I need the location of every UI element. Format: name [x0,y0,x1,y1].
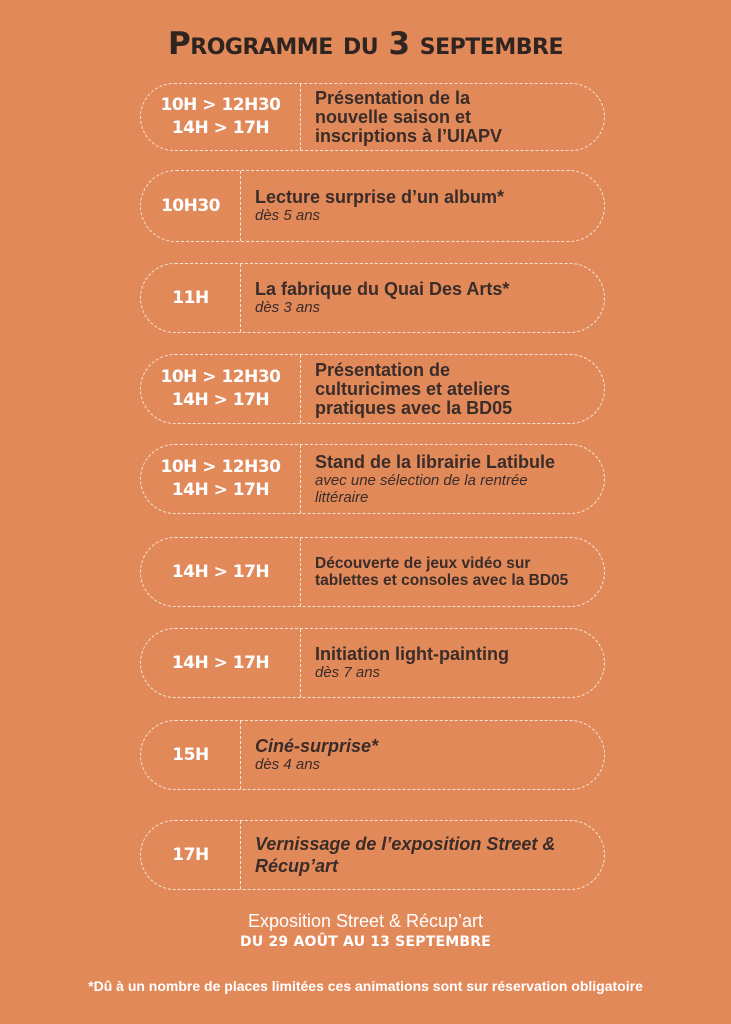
activity-title: La fabrique du Quai Des Arts* [255,279,510,299]
activity-description [301,538,595,606]
time-slot [141,264,241,332]
time-line: 10H > 12H30 [160,95,281,115]
activity-note: dès 3 ans [255,299,321,316]
activity-description [241,171,514,241]
time-slot [141,84,301,150]
activity-title: Stand de la librairie Latibule [315,451,556,472]
program-row [140,444,605,514]
program-row [140,720,605,790]
activity-description [301,84,555,150]
time-slot [141,721,241,789]
activity-title: Initiation light-painting [315,644,509,664]
time-line: 14H > 17H [171,480,270,500]
program-row [140,628,605,698]
activity-description [301,445,565,513]
program-row [140,820,605,890]
exposition-dates: DU 29 AOÛT AU 13 SEPTEMBRE [240,934,491,950]
footnote: *Dû à un nombre de places limitées ces animations sont sur réservation obligatoire [88,978,643,994]
activity-description [241,264,519,332]
time-line: 15H [172,744,209,765]
activity-title: Vernissage de l’exposition Street & Récup’art [255,834,556,876]
exposition-title: Exposition Street & Récup’art [247,911,484,931]
program-row [140,170,605,242]
program-row [140,354,605,424]
time-slot [141,629,301,697]
activity-description [241,721,388,789]
page-title: Programme du 3 septembre [168,26,563,62]
time-line: 14H > 17H [171,390,270,410]
time-line: 14H > 17H [171,561,270,582]
activity-description [301,355,565,423]
program-row [140,537,605,607]
activity-title: Présentation de culturicimes et ateliers pratiques avec la BD05 [315,359,513,418]
time-slot [141,355,301,423]
activity-note: avec une sélection de la rentrée littéraire [315,471,528,506]
time-line: 10H > 12H30 [160,457,281,477]
activity-title: Découverte de jeux vidéo sur tablettes et consoles avec la BD05 [315,555,569,589]
time-line: 14H > 17H [171,652,270,673]
activity-note: dès 4 ans [255,756,321,773]
activity-note: dès 7 ans [315,664,381,681]
time-slot [141,445,301,513]
time-line: 14H > 17H [171,118,270,138]
time-line: 10H > 12H30 [160,367,281,387]
program-row [140,83,605,151]
activity-description [301,629,519,697]
activity-note: dès 5 ans [255,207,321,224]
time-slot [141,171,241,241]
activity-description [241,821,610,889]
activity-title: Présentation de la nouvelle saison et inscriptions à l’UIAPV [315,87,503,146]
activity-title: Ciné-surprise* [255,736,379,756]
time-line: 11H [172,287,209,308]
time-line: 10H30 [160,195,221,216]
activity-title: Lecture surprise d’un album* [255,187,505,207]
time-slot [141,821,241,889]
program-row [140,263,605,333]
time-line: 17H [172,844,209,865]
time-slot [141,538,301,606]
